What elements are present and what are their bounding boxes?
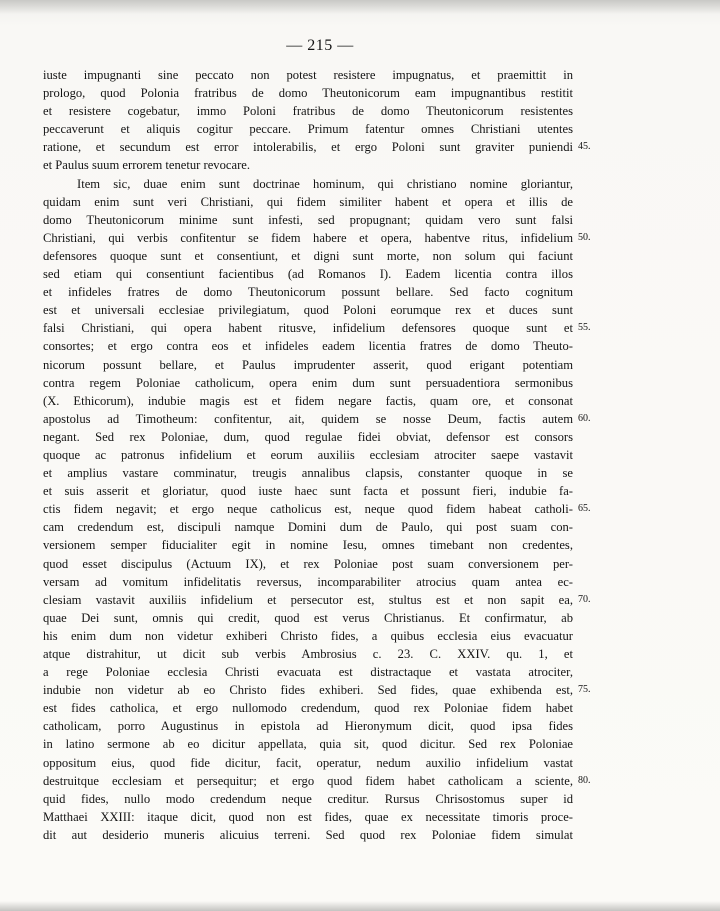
text-line: et suis asserit et gloriatur, quod iuste haec sunt facta et possunt fieri, indubie fa-	[43, 484, 573, 499]
text-line: ctis fidem negavit; et ergo neque catholicus est, neque quod fidem habeat catholi-	[43, 502, 573, 517]
text-line: et infideles fratres de domo Theutonicorum possunt bellare. Sed facto cognitum	[43, 285, 573, 300]
margin-line-number: 65.	[578, 503, 591, 515]
text-line: destruitque ecclesiam et persequitur; et ergo quod fidem habet catholicam a sciente,	[43, 773, 573, 788]
text-line: (X. Ethicorum), indubie magis est et fidem negare factis, quam ore, et consonat	[43, 393, 573, 408]
margin-line-number: 80.	[578, 774, 591, 786]
text-line: Matthaei XXIII: itaque dicit, quod non est fides, quae ex necessitate timoris proce-	[43, 809, 573, 824]
text-line: quae Dei sunt, omnis qui credit, quod est verus Christianus. Et confirmatur, ab	[43, 610, 573, 625]
text-line: quoque ac patronus infidelium et eorum auxiliis ecclesiam atrociter saepe vastavit	[43, 447, 573, 462]
text-line: Christiani, qui verbis confitentur se fidem habere et opera, habentve ritus, infidelium	[43, 230, 573, 245]
margin-line-number: 45.	[578, 141, 591, 153]
text-line: et resistere cogebatur, immo Poloni fratribus de domo Theutonicorum resistentes	[43, 104, 573, 119]
scan-edge-top	[0, 0, 720, 14]
text-line: clesiam vastavit auxiliis infidelium et persecutor est, stultus est et non sapit ea,	[43, 592, 573, 607]
text-line: cam credendum est, discipuli namque Domini dum de Paulo, qui post suam con-	[43, 520, 573, 535]
margin-line-number: 70.	[578, 593, 591, 605]
text-line: versam ad vomitum infidelitatis reversus, incomparabiliter atrocius quam antea ec-	[43, 574, 573, 589]
text-line: nicorum possunt bellare, et Paulus imprudenter asserit, quod erigant potentiam	[43, 357, 573, 372]
text-line: negant. Sed rex Poloniae, dum, quod regulae fidei obviat, defensor est consors	[43, 429, 573, 444]
text-line: sed etiam qui consentiunt facientibus (ad Romanos I). Eadem licentia contra illos	[43, 267, 573, 282]
text-line: et Paulus suum errorem tenetur revocare.	[43, 158, 251, 173]
text-line: catholicam, porro Augustinus in epistola ad Hieronymum dicit, quod ipsa fides	[43, 719, 573, 734]
text-line: Item sic, duae enim sunt doctrinae hominum, qui christiano nomine gloriantur,	[77, 176, 573, 191]
text-line: defensores quoque sunt et consentiunt, et digni sunt morte, non solum qui faciunt	[43, 248, 573, 263]
text-line: et amplius vastare comminatur, treugis annalibus clapsis, constanter quoque in se	[43, 466, 573, 481]
text-line: versionem semper fiducialiter egit in nomine Iesu, omnes timebant non credentes,	[43, 538, 573, 553]
text-line: ratione, et secundum est error intolerabilis, et ergo Poloni sunt graviter puniendi	[43, 140, 573, 155]
text-line: domo Theutonicorum minime sunt infesti, sed propugnant; quidam vero sunt falsi	[43, 212, 573, 227]
scan-edge-bottom	[0, 901, 720, 911]
text-line: oppositum eius, quod fide dicitur, facit, operatur, nedum auxilio infidelium vastat	[43, 755, 573, 770]
text-line: consortes; et ergo contra eos et infideles eadem licentia fratres de domo Theuto-	[43, 339, 573, 354]
text-line: in latino sermone ab eo dicitur appellata, quia sit, quod dicitur. Sed rex Poloniae	[43, 737, 573, 752]
text-line: est fides catholica, et ergo nullomodo credendum, quod rex Poloniae fidem habet	[43, 701, 573, 716]
text-line: falsi Christiani, qui opera habent ritusve, infidelium defensores quoque sunt et	[43, 321, 573, 336]
margin-line-number: 60.	[578, 412, 591, 424]
text-line: quid fides, nullo modo credendum neque creditur. Rursus Chrisostomus super id	[43, 791, 573, 806]
text-line: apostolus ad Timotheum: confitentur, ait, quidem se nosse Deum, factis autem	[43, 411, 573, 426]
text-line: prologo, quod Polonia fratribus de domo Theutonicorum eam impugnantibus restitit	[43, 86, 573, 101]
text-line: indubie non videtur ab eo Christo fides exhiberi. Sed fides, quae exhibenda est,	[43, 683, 573, 698]
page-number: — 215 —	[286, 37, 354, 54]
text-line: contra regem Poloniae catholicum, opera enim dum sunt persuadentiora sermonibus	[43, 375, 573, 390]
text-line: a rege Poloniae ecclesia Christi evacuata est distractaque et vastata atrociter,	[43, 665, 573, 680]
text-line: est et universali ecclesiae privilegiatum, quod Poloni eorumque rex et duces sunt	[43, 303, 573, 318]
text-line: his enim dum non videtur exhiberi Christo fides, a quibus ecclesia eius evacuatur	[43, 628, 573, 643]
text-line: quod esset discipulus (Actuum IX), et rex Poloniae post suam conversionem per-	[43, 556, 573, 571]
margin-line-number: 55.	[578, 322, 591, 334]
text-line: iuste impugnanti sine peccato non potest resistere impugnatus, et praemittit in	[43, 68, 573, 82]
text-line: dit aut desiderio muneris alicuius terreni. Sed quod rex Poloniae fidem simulat	[43, 827, 573, 842]
text-line: peccaverunt et aliquis cogitur peccare. Primum fatentur omnes Christiani utentes	[43, 122, 573, 137]
margin-line-number: 50.	[578, 231, 591, 243]
text-line: atque distrahitur, ut dicit sub verbis Ambrosius c. 23. C. XXIV. qu. 1, et	[43, 647, 573, 661]
margin-line-number: 75.	[578, 684, 591, 696]
text-line: quidam enim sunt veri Christiani, qui fidem similiter habent et opera et illis de	[43, 194, 573, 209]
body-text	[43, 66, 573, 844]
